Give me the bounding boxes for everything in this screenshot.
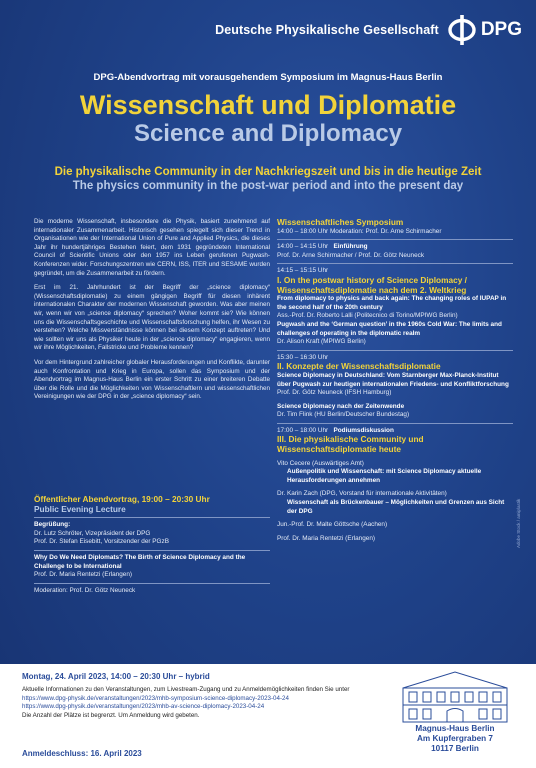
panel-label: Podiumsdiskussion [333,426,394,434]
society-name: Deutsche Physikalische Gesellschaft [215,23,439,37]
panelist: Dr. Karin Zach (DPG, Vorstand für internationale Aktivitäten) [277,490,447,498]
evening-heading-en: Public Evening Lecture [34,503,126,514]
intro-text [34,218,270,408]
dpg-logo-text: DPG [480,19,522,40]
panelist: Jun.-Prof. Dr. Malte Göttsche (Aachen) [277,521,388,529]
welcome-speaker: Dr. Lutz Schröter, Vizepräsident der DPG [34,529,151,537]
title-german: Wissenschaft und Diplomatie [79,90,457,120]
talk-speaker: Dr. Alison Kraft (MPIWG Berlin) [277,338,366,346]
divider [34,550,270,551]
panelist: Prof. Dr. Maria Rentetzi (Erlangen) [277,534,376,542]
panelist-topic: Außenpolitik und Wissenschaft: mit Science Diplomacy aktuelle Herausforderungen annehmen [287,468,482,484]
evening-heading: Öffentlicher Abendvortrag, 19:00 – 20:30 Uhr [34,494,210,504]
session-time: 17:00 – 18:00 Uhr [277,426,329,434]
panelist: Vito Cecere (Auswärtiges Amt) [277,459,364,467]
welcome-label: Begrüßung: [34,521,71,529]
symposium-time: 14:00 – 18:00 Uhr Moderation: Prof. Dr. Arne Schirmacher [277,227,442,235]
session-time: 15:30 – 16:30 Uhr [277,353,329,361]
panelist-topic: Wissenschaft als Brückenbauer – Möglichkeiten und Grenzen aus Sicht der DPG [287,499,505,515]
talk-speaker: Prof. Dr. Götz Neuneck (IFSH Hamburg) [277,389,392,397]
photo-credit: Adobe Stock / amiplastik [516,498,521,548]
venue-city: 10117 Berlin [431,744,479,753]
event-subtitle: DPG-Abendvortrag mit vorausgehendem Symposium im Magnus-Haus Berlin [93,72,443,83]
divider [34,583,270,584]
divider [277,239,513,240]
divider [34,517,270,518]
session-heading: II. Konzepte der Wissenschaftsdiplomatie [277,361,441,372]
tagline-english: The physics community in the post-war period and into the present day [72,180,464,192]
venue-address [380,724,530,754]
talk-speaker: Prof. Dr. Maria Rentetzi (Erlangen) [34,571,133,579]
dpg-header [215,14,522,46]
title-english: Science and Diplomacy [133,120,403,147]
footer [0,664,536,768]
welcome-speaker: Prof. Dr. Stefan Eisebitt, Vorsitzender der PGzB [34,538,169,546]
intro-label: Einführung [333,243,368,251]
symposium-program [277,218,513,543]
seats-note: Die Anzahl der Plätze ist begrenzt. Um Anmeldung wird gebeten. [22,711,200,719]
intro-paragraph: Erst im 21. Jahrhundert ist der Begriff der „science diplomacy“ (Wissenschaftsdiplomatie) zu einem gängigen Begriff für diesen inhärent internationalen Charakter der modernen Wissenschaft geworden. Was aber meinen wir, wenn wir von „science diplomacy“ sprechen? Woher kommt sie? Wie können uns die Wissenschaftsgeschichte und Wissenschaftsforschung helfen, ihr Wesen zu verstehen? Welche Missverständnisse können bei diesem Konzept auftreten? Und wie sollten wir uns als Physiker heute in der „science diplomacy“ engagieren, wenn wir ihre Möglichkeiten, Fallstricke und Probleme kennen? [34,284,270,352]
magnus-haus-building-icon [393,666,517,724]
tagline-german: Die physikalische Community in der Nachkriegszeit und bis in die heutige Zeit [54,166,482,178]
talk-title: Science Diplomacy nach der Zeitenwende [277,402,405,410]
intro-time: 14:00 – 14:15 Uhr [277,243,329,251]
evening-lecture [34,495,270,595]
venue-name: Magnus-Haus Berlin [415,724,495,733]
talk-title: Why Do We Need Diplomats? The Birth of Science Diplomacy and the Challenge to be International [34,553,246,570]
divider [277,263,513,264]
intro-paragraph: Vor dem Hintergrund zahlreicher globaler Herausforderungen und Konflikte, darunter auch Konfrontation und Krieg in Europa, sollen das Symposium und der Abendvortrag im Magnus-Haus Berlin ein erster Schritt zu einer breiteren Debatte über die Rolle und die Möglichkeiten von Wissenschaftlern und wissenschaftlichen Vereinigungen wie der DPG in der „science diplomacy“ sein. [34,358,270,401]
evening-moderation: Moderation: Prof. Dr. Götz Neuneck [34,586,136,594]
talk-speaker: Ass.-Prof. Dr. Roberto Lalli (Politecnico di Torino/MPIWG Berlin) [277,312,458,320]
symposium-link[interactable]: https://www.dpg-physik.de/veranstaltungen/2023/mhb-symposium-science-diplomacy-2023-04-24 [22,694,289,702]
event-date: Montag, 24. April 2023, 14:00 – 20:30 Uhr – hybrid [22,672,210,681]
session-heading: I. On the postwar history of Science Diplomacy / Wissenschaftsdiplomatie nach dem 2. Weltkrieg [277,274,467,295]
info-text: Aktuelle Informationen zu den Veranstaltungen, zum Livestream-Zugang und zu Anmeldemöglichkeiten finden Sie unter [22,686,350,693]
phi-logo-icon [447,14,477,46]
divider [277,350,513,351]
symposium-heading: Wissenschaftliches Symposium [277,217,404,227]
intro-people: Prof. Dr. Arne Schirmacher / Prof. Dr. Götz Neuneck [277,251,425,259]
talk-title: From diplomacy to physics and back again: The changing roles of IUPAP in the second half of the 20th century [277,295,507,311]
talk-title: Pugwash and the ‘German question’ in the 1960s Cold War: The limits and challenges of operating in the diplomatic realm [277,320,502,337]
venue-street: Am Kupfergraben 7 [417,734,493,743]
footer-info [22,686,352,720]
session-time: 14:15 – 15:15 Uhr [277,267,329,275]
lecture-link[interactable]: https://www.dpg-physik.de/veranstaltungen/2023/mhb-av-science-diplomacy-2023-04-24 [22,703,265,711]
intro-paragraph: Die moderne Wissenschaft, insbesondere die Physik, basiert zunehmend auf internationaler Zusammenarbeit. Historisch gesehen spiegelt sich dieser Trend in Organisationen wie der International Union of Pure and Applied Physics, die dieses Jahr ihr hundertjähriges Bestehen feiert, dem 1931 gegründeten International Council of Scientific Unions oder den 1957 ins Leben gerufenen Pugwash-Konferenzen wider. Forschungszentren wie CERN, ISS, ITER und SESAME wurden gegründet, um die Zusammenarbeit zu fördern. [34,218,270,277]
registration-deadline: Anmeldeschluss: 16. April 2023 [22,749,142,758]
talk-title: Science Diplomacy in Deutschland: Vom Starnberger Max-Planck-Institut über Pugwash zur heutigen internationalen Friedens- und Konfliktforschung [277,371,509,388]
divider [277,423,513,424]
talk-speaker: Dr. Tim Flink (HU Berlin/Deutscher Bundestag) [277,411,410,419]
session-heading: III. Die physikalische Community und Wissenschaftsdiplomatie heute [277,434,424,455]
